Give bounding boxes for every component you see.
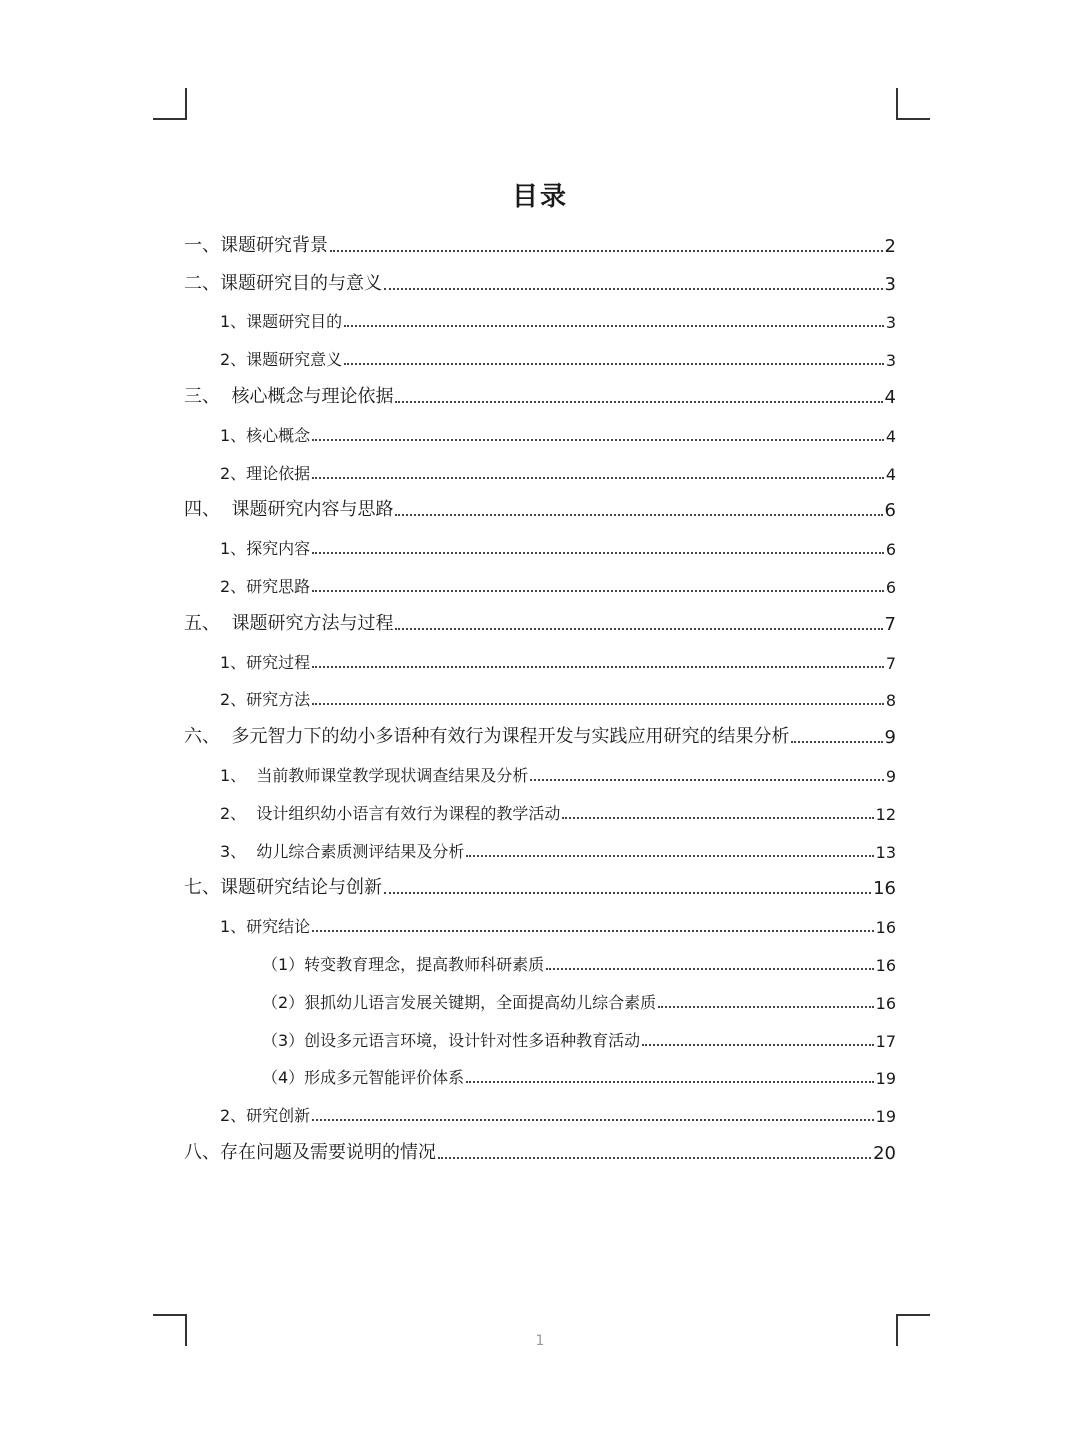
toc-entry-page: 16	[875, 993, 896, 1013]
toc-entry[interactable]	[184, 789, 896, 827]
dot-leader	[466, 1081, 873, 1083]
dot-leader	[312, 666, 884, 668]
toc-entry-label: 八、存在问题及需要说明的情况	[184, 1141, 436, 1163]
toc-entry-label: 1、课题研究目的	[220, 312, 343, 332]
toc-entry-page: 4	[885, 426, 896, 446]
toc-entry[interactable]	[184, 940, 896, 978]
toc-entry-page: 3	[885, 351, 896, 371]
toc-entry-page: 13	[875, 842, 896, 862]
dot-leader	[330, 250, 883, 252]
dot-leader	[312, 477, 884, 479]
dot-leader	[312, 703, 884, 705]
toc-entry-page: 7	[885, 653, 896, 673]
dot-leader	[530, 779, 883, 781]
dot-leader	[312, 552, 884, 554]
toc-entry-page: 9	[885, 766, 896, 786]
dot-leader	[312, 930, 873, 932]
toc-entry[interactable]	[184, 373, 896, 411]
toc-entry-label: 五、 课题研究方法与过程	[184, 612, 394, 634]
dot-leader	[395, 628, 882, 630]
toc-entry[interactable]	[184, 1016, 896, 1054]
toc-entry-label: （4）形成多元智能评价体系	[262, 1068, 465, 1088]
toc-entry-label: （2）狠抓幼儿语言发展关键期，全面提高幼儿综合素质	[262, 992, 657, 1012]
crop-mark-top-left	[153, 88, 187, 120]
page-number: 1	[535, 1333, 545, 1349]
toc-entry[interactable]	[184, 751, 896, 789]
toc-entry-page: 12	[875, 804, 896, 824]
toc-entry-page: 16	[873, 878, 896, 900]
dot-leader	[395, 514, 882, 516]
toc-entry[interactable]	[184, 411, 896, 449]
toc-entry-label: 1、研究过程	[220, 652, 311, 672]
dot-leader	[658, 1006, 873, 1008]
toc-title: 目录	[511, 182, 568, 212]
dot-leader	[312, 590, 884, 592]
dot-leader	[546, 968, 873, 970]
toc-entry-page: 3	[884, 273, 896, 295]
dot-leader	[395, 401, 882, 403]
toc-entry-page: 8	[885, 691, 896, 711]
dot-leader	[562, 817, 873, 819]
toc-entry[interactable]	[184, 222, 896, 260]
dot-leader	[466, 855, 873, 857]
toc-entry[interactable]	[184, 524, 896, 562]
toc-entry-label: 2、 设计组织幼小语言有效行为课程的教学活动	[220, 803, 561, 823]
toc-entry[interactable]	[184, 1129, 896, 1167]
toc-entry-label: 1、研究结论	[220, 917, 311, 937]
toc-entry[interactable]	[184, 827, 896, 865]
toc-entry-page: 4	[885, 464, 896, 484]
toc-entry[interactable]	[184, 260, 896, 298]
toc-entry-label: 1、核心概念	[220, 425, 311, 445]
toc-entry[interactable]	[184, 1091, 896, 1129]
toc-entry-label: 2、研究方法	[220, 690, 311, 710]
dot-leader	[384, 892, 871, 894]
toc-entry-page: 17	[875, 1031, 896, 1051]
dot-leader	[344, 325, 884, 327]
toc-entry[interactable]	[184, 713, 896, 751]
dot-leader	[312, 439, 884, 441]
dot-leader	[344, 363, 884, 365]
toc-entry-label: 2、理论依据	[220, 463, 311, 483]
toc-entry-page: 19	[875, 1069, 896, 1089]
toc-entry-label: 2、研究创新	[220, 1106, 311, 1126]
toc-entry-label: 七、课题研究结论与创新	[184, 877, 382, 899]
toc-entry[interactable]	[184, 676, 896, 714]
toc-entry-page: 16	[875, 955, 896, 975]
toc-entry-label: 3、 幼儿综合素质测评结果及分析	[220, 841, 465, 861]
table-of-contents	[184, 222, 896, 1167]
toc-entry[interactable]	[184, 638, 896, 676]
toc-entry[interactable]	[184, 1054, 896, 1092]
toc-entry-label: 三、 核心概念与理论依据	[184, 385, 394, 407]
dot-leader	[312, 1119, 873, 1121]
toc-entry[interactable]	[184, 449, 896, 487]
toc-entry[interactable]	[184, 562, 896, 600]
toc-entry-page: 7	[884, 613, 896, 635]
toc-entry-label: 1、探究内容	[220, 539, 311, 559]
crop-mark-top-right	[896, 88, 930, 120]
toc-entry[interactable]	[184, 298, 896, 336]
dot-leader	[791, 741, 882, 743]
toc-entry-page: 9	[884, 727, 896, 749]
toc-entry[interactable]	[184, 335, 896, 373]
dot-leader	[438, 1157, 871, 1159]
dot-leader	[384, 288, 883, 290]
toc-entry-label: 二、课题研究目的与意义	[184, 272, 382, 294]
toc-entry[interactable]	[184, 600, 896, 638]
toc-entry[interactable]	[184, 487, 896, 525]
toc-entry-label: 2、研究思路	[220, 576, 311, 596]
toc-entry-page: 6	[885, 577, 896, 597]
toc-entry-page: 16	[875, 918, 896, 938]
toc-entry-label: 一、课题研究背景	[184, 234, 328, 256]
toc-entry[interactable]	[184, 978, 896, 1016]
toc-entry-label: （1）转变教育理念，提高教师科研素质	[262, 954, 545, 974]
toc-entry-page: 4	[884, 386, 896, 408]
toc-entry-label: 六、 多元智力下的幼小多语种有效行为课程开发与实践应用研究的结果分析	[184, 726, 790, 748]
toc-entry[interactable]	[184, 865, 896, 903]
dot-leader	[642, 1044, 873, 1046]
toc-entry-page: 6	[885, 540, 896, 560]
toc-entry-page: 6	[884, 500, 896, 522]
toc-entry-page: 20	[873, 1142, 896, 1164]
toc-entry-label: 四、 课题研究内容与思路	[184, 499, 394, 521]
toc-entry-page: 3	[885, 313, 896, 333]
toc-entry-label: 1、 当前教师课堂教学现状调查结果及分析	[220, 765, 529, 785]
toc-entry[interactable]	[184, 902, 896, 940]
toc-entry-label: 2、课题研究意义	[220, 350, 343, 370]
toc-entry-page: 19	[875, 1107, 896, 1127]
toc-entry-page: 2	[884, 235, 896, 257]
toc-entry-label: （3）创设多元语言环境，设计针对性多语种教育活动	[262, 1030, 641, 1050]
